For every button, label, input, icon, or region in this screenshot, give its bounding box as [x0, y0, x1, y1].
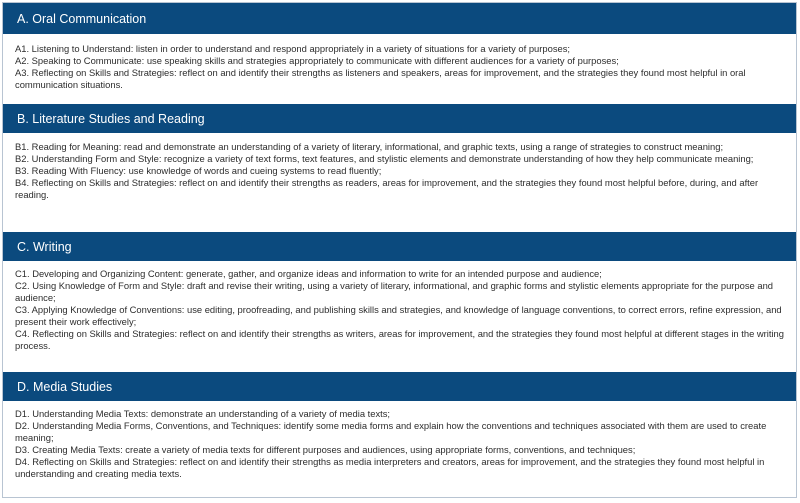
expectation-item: B3. Reading With Fluency: use knowledge of words and cueing systems to read fluently;	[15, 165, 382, 176]
section-header	[3, 372, 796, 401]
expectation-item: D1. Understanding Media Texts: demonstrate an understanding of a variety of media texts;	[15, 408, 391, 419]
section-title: A. Oral Communication	[17, 11, 147, 26]
expectation-item: C3. Applying Knowledge of Conventions: use editing, proofreading, and publishing skills and strategies, and knowledge of language conventions, to correct errors, refine expression, and present their work effectively;	[15, 304, 782, 327]
section-header	[3, 3, 796, 34]
expectation-item: D4. Reflecting on Skills and Strategies: reflect on and identify their strengths as media interpreters and creators, areas for improvement, and the strategies they found most helpful in understanding and creating media texts.	[15, 456, 765, 479]
expectation-item: B4. Reflecting on Skills and Strategies: reflect on and identify their strengths as readers, areas for improvement, and the strategies they found most helpful before, during, and after reading.	[15, 177, 759, 200]
section-body	[3, 34, 796, 104]
section-literature-studies	[3, 104, 796, 232]
expectation-item: C4. Reflecting on Skills and Strategies: reflect on and identify their strengths as writers, areas for improvement, and the strategies they found most helpful at different stages in the writing process.	[15, 328, 784, 351]
section-title: D. Media Studies	[17, 379, 113, 394]
section-writing	[3, 232, 796, 372]
section-title: B. Literature Studies and Reading	[17, 111, 205, 126]
section-media-studies	[3, 372, 796, 497]
expectation-item: D3. Creating Media Texts: create a variety of media texts for different purposes and audiences, using appropriate forms, conventions, and techniques;	[15, 444, 636, 455]
expectation-item: B2. Understanding Form and Style: recognize a variety of text forms, text features, and stylistic elements and demonstrate understanding of how they help communicate meaning;	[15, 153, 754, 164]
section-body	[3, 401, 796, 497]
section-body	[3, 133, 796, 232]
expectation-item: A2. Speaking to Communicate: use speaking skills and strategies appropriately to communicate with different audiences for a variety of purposes;	[15, 55, 619, 66]
expectation-item: A1. Listening to Understand: listen in order to understand and respond appropriately in a variety of situations for a variety of purposes;	[15, 43, 571, 54]
expectation-item: D2. Understanding Media Forms, Conventions, and Techniques: identify some media forms and explain how the conventions and techniques associated with them are used to create meaning;	[15, 420, 767, 443]
section-oral-communication	[3, 3, 796, 104]
section-body	[3, 261, 796, 372]
section-header	[3, 104, 796, 133]
section-header	[3, 232, 796, 261]
curriculum-expectations-table	[2, 2, 797, 498]
expectation-item: A3. Reflecting on Skills and Strategies: reflect on and identify their strengths as listeners and speakers, areas for improvement, and the strategies they found most helpful in oral communication situations.	[15, 67, 746, 90]
expectation-item: C1. Developing and Organizing Content: generate, gather, and organize ideas and information to write for an intended purpose and audience;	[15, 268, 602, 279]
section-title: C. Writing	[17, 239, 72, 254]
expectation-item: B1. Reading for Meaning: read and demonstrate an understanding of a variety of literary, informational, and graphic texts, using a range of strategies to construct meaning;	[15, 141, 724, 152]
expectation-item: C2. Using Knowledge of Form and Style: draft and revise their writing, using a variety of literary, informational, and graphic forms and stylistic elements appropriate for the purpose and audience;	[15, 280, 774, 303]
